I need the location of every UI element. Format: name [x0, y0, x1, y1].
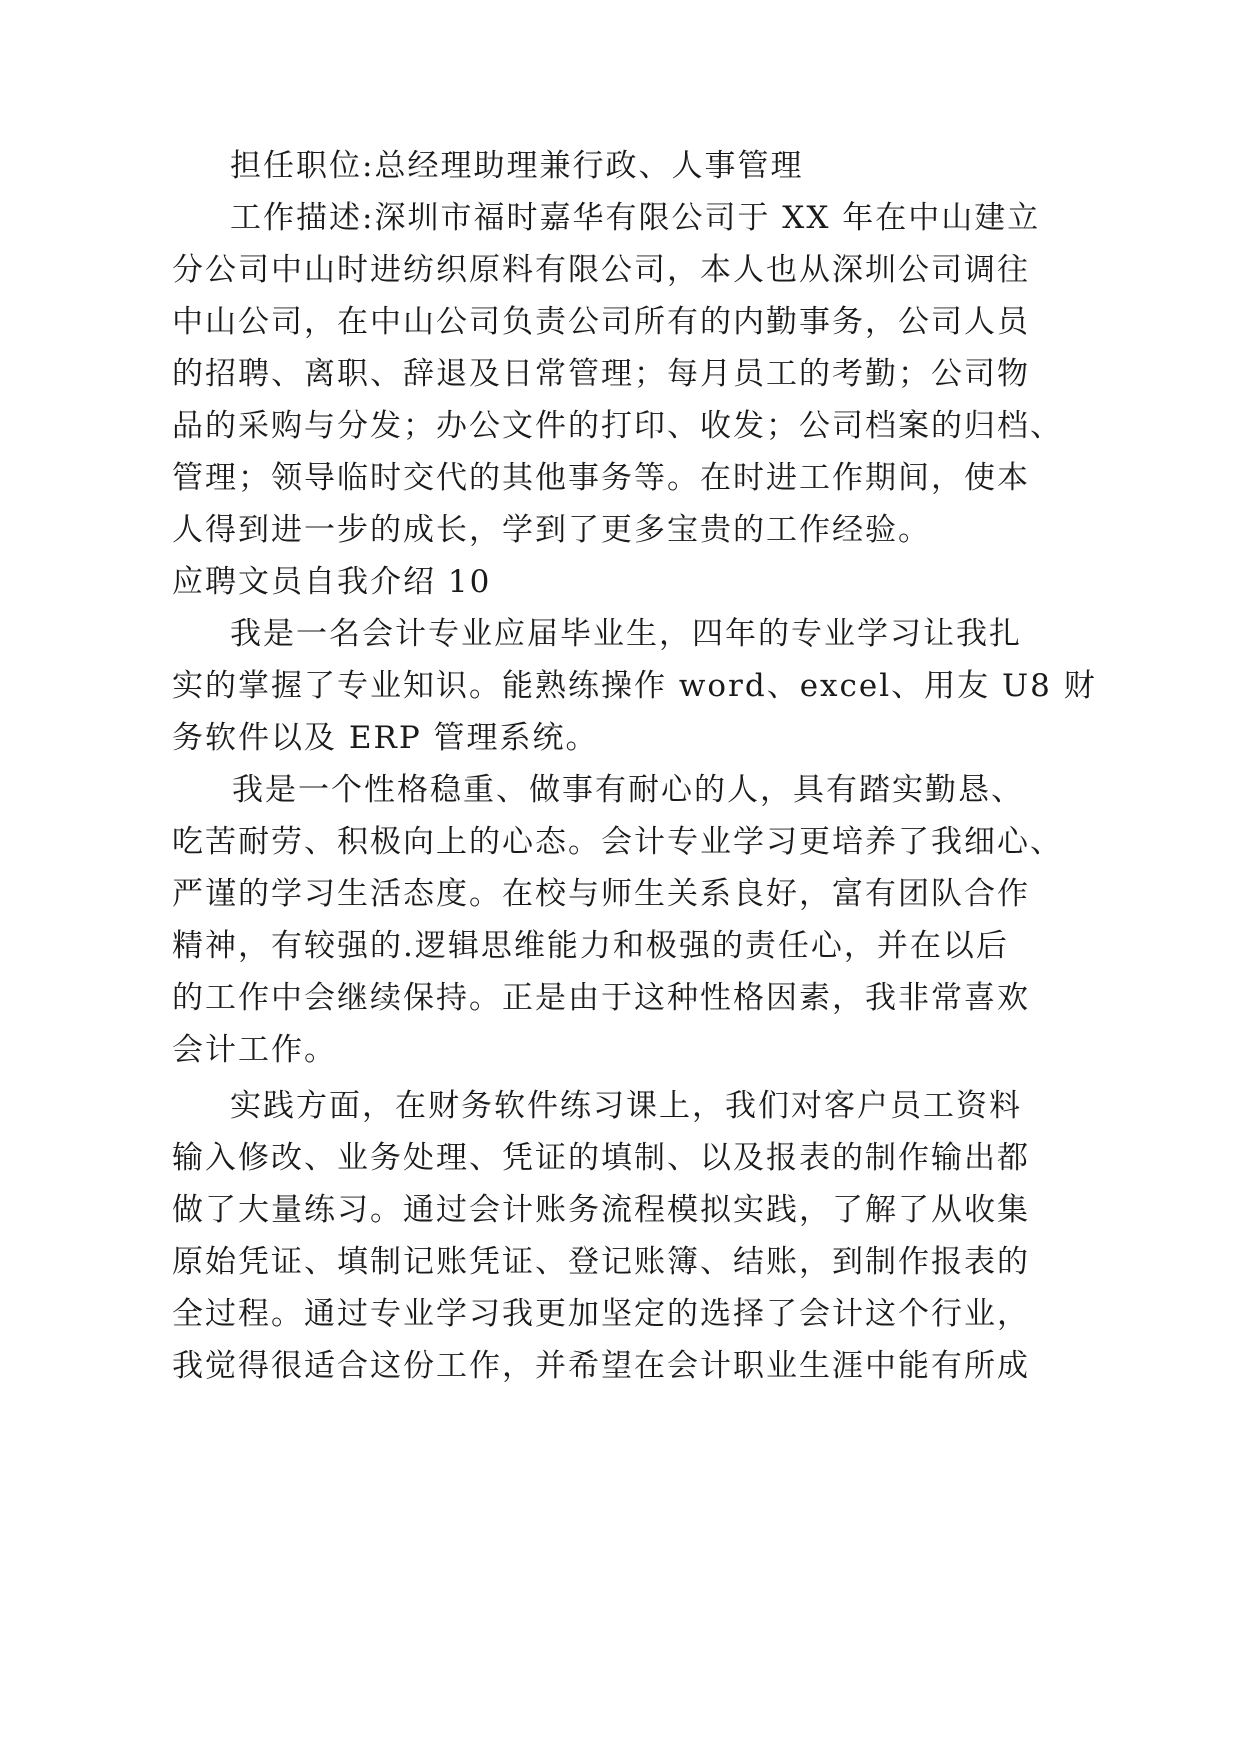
text-line: 我是一个性格稳重、做事有耐心的人，具有踏实勤恳、: [232, 772, 1024, 808]
text-line: 品的采购与分发；办公文件的打印、收发；公司档案的归档、: [172, 408, 1063, 444]
text-line: 我是一名会计专业应届毕业生，四年的专业学习让我扎: [230, 616, 1022, 652]
section-heading: 应聘文员自我介绍 10: [172, 564, 492, 600]
text-line: 分公司中山时进纺织原料有限公司，本人也从深圳公司调往: [172, 252, 1030, 288]
text-line: 实践方面，在财务软件练习课上，我们对客户员工资料: [230, 1088, 1022, 1124]
text-line: 原始凭证、填制记账凭证、登记账簿、结账，到制作报表的: [172, 1244, 1030, 1280]
text-line: 全过程。通过专业学习我更加坚定的选择了会计这个行业，: [172, 1296, 1030, 1332]
text-line: 我觉得很适合这份工作，并希望在会计职业生涯中能有所成: [172, 1348, 1030, 1384]
text-line: 会计工作。: [172, 1032, 337, 1068]
text-line: 严谨的学习生活态度。在校与师生关系良好，富有团队合作: [172, 876, 1030, 912]
text-line: 的工作中会继续保持。正是由于这种性格因素，我非常喜欢: [172, 980, 1030, 1016]
text-line: 中山公司，在中山公司负责公司所有的内勤事务，公司人员: [172, 304, 1030, 340]
text-line: 工作描述:深圳市福时嘉华有限公司于 XX 年在中山建立: [230, 200, 1041, 236]
text-line: 精神，有较强的.逻辑思维能力和极强的责任心，并在以后: [172, 928, 1009, 964]
text-line: 人得到进一步的成长，学到了更多宝贵的工作经验。: [172, 512, 931, 548]
text-line: 担任职位:总经理助理兼行政、人事管理: [230, 148, 804, 184]
text-line: 实的掌握了专业知识。能熟练操作 word、excel、用友 U8 财: [172, 668, 1097, 704]
text-line: 做了大量练习。通过会计账务流程模拟实践，了解了从收集: [172, 1192, 1030, 1228]
text-line: 的招聘、离职、辞退及日常管理；每月员工的考勤；公司物: [172, 356, 1030, 392]
text-line: 吃苦耐劳、积极向上的心态。会计专业学习更培养了我细心、: [172, 824, 1063, 860]
text-line: 务软件以及 ERP 管理系统。: [172, 720, 599, 756]
text-line: 输入修改、业务处理、凭证的填制、以及报表的制作输出都: [172, 1140, 1030, 1176]
text-line: 管理；领导临时交代的其他事务等。在时进工作期间，使本: [172, 460, 1030, 496]
